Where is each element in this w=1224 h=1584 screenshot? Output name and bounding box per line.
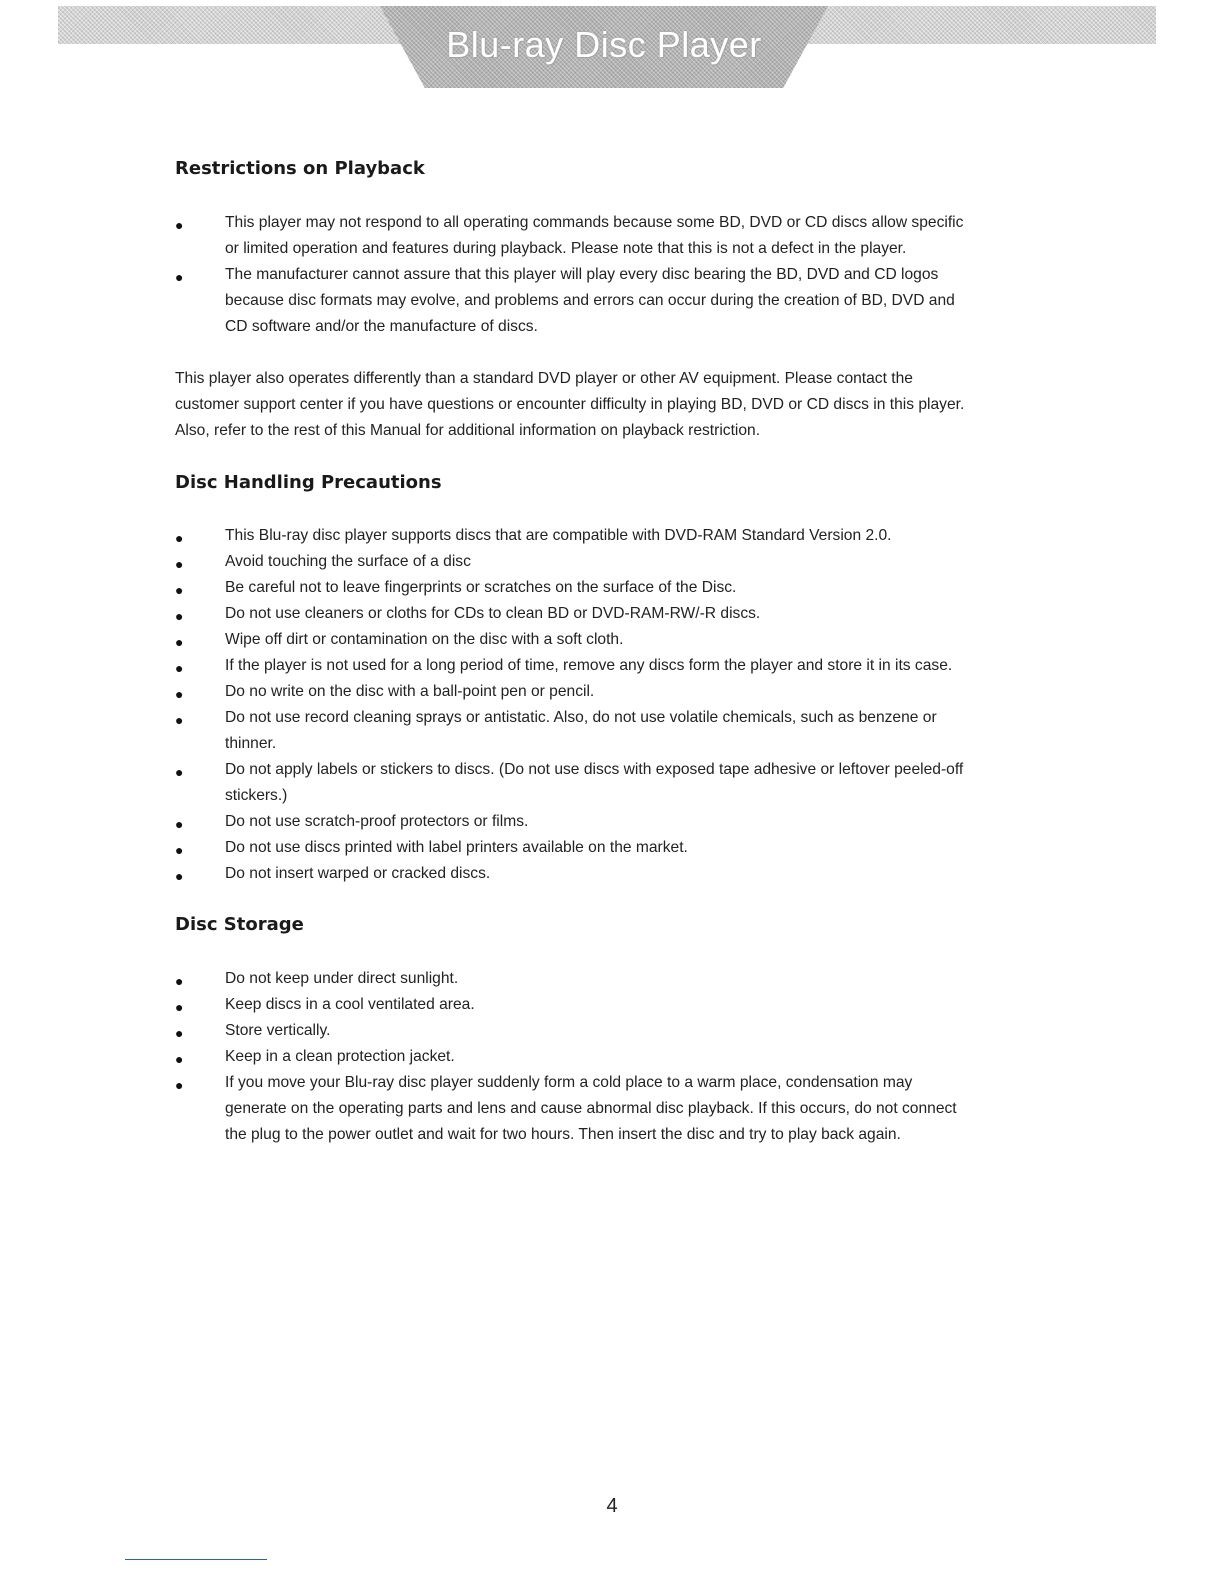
bullet-icon: ● (175, 816, 184, 832)
bullet-icon: ● (175, 634, 184, 650)
list-item-text: Do not use scratch-proof protectors or films. (225, 813, 529, 830)
bullet-icon: ● (175, 556, 184, 572)
bullet-icon: ● (175, 608, 184, 624)
bullet-icon: ● (175, 764, 184, 780)
list-item-text: Avoid touching the surface of a disc (225, 553, 471, 570)
list-item-text: Keep in a clean protection jacket. (225, 1048, 455, 1065)
list-item (175, 1070, 975, 1148)
list-item (175, 549, 975, 575)
list-item (175, 992, 975, 1018)
bullet-icon: ● (175, 660, 184, 676)
list-item (175, 966, 975, 992)
bullet-icon: ● (175, 217, 184, 233)
list-item-text: This player may not respond to all operating commands because some BD, DVD or CD discs allow specific or limited operation and features during playback. Please note that this is not a defect in the player. (225, 214, 964, 257)
bullet-icon: ● (175, 868, 184, 884)
restrictions-paragraph: This player also operates differently than a standard DVD player or other AV equipment. Please contact the customer support center if you have questions or encounter difficulty in playing BD, DVD or CD discs in this player. Also, refer to the rest of this Manual for additional information on playback restriction. (175, 370, 965, 439)
restrictions-list (175, 210, 975, 340)
list-item (175, 705, 975, 757)
list-item-text: Do not use record cleaning sprays or antistatic. Also, do not use volatile chemicals, such as benzene or thinner. (225, 709, 937, 752)
bullet-icon: ● (175, 530, 184, 546)
list-item (175, 809, 975, 835)
list-item-text: Do not apply labels or stickers to discs. (Do not use discs with exposed tape adhesive or leftover peeled-off stickers.) (225, 761, 964, 804)
list-item (175, 679, 975, 705)
footer-divider (125, 1559, 267, 1560)
bullet-icon: ● (175, 1077, 184, 1093)
list-item (175, 575, 975, 601)
list-item (175, 835, 975, 861)
section-heading-storage: Disc Storage (175, 914, 304, 935)
list-item (175, 653, 975, 679)
list-item (175, 1044, 975, 1070)
list-item (175, 861, 975, 887)
list-item-text: Keep discs in a cool ventilated area. (225, 996, 475, 1013)
page-header-title: Blu-ray Disc Player (446, 24, 762, 65)
list-item-text: Wipe off dirt or contamination on the disc with a soft cloth. (225, 631, 624, 648)
bullet-icon: ● (175, 1025, 184, 1041)
bullet-icon: ● (175, 842, 184, 858)
list-item (175, 210, 975, 262)
bullet-icon: ● (175, 973, 184, 989)
list-item (175, 601, 975, 627)
list-item (175, 627, 975, 653)
list-item (175, 262, 975, 340)
bullet-icon: ● (175, 712, 184, 728)
list-item-text: Store vertically. (225, 1022, 331, 1039)
page-number: 4 (606, 1495, 618, 1517)
list-item-text: This Blu-ray disc player supports discs that are compatible with DVD-RAM Standard Version 2.0. (225, 527, 892, 544)
bullet-icon: ● (175, 999, 184, 1015)
list-item (175, 1018, 975, 1044)
list-item (175, 523, 975, 549)
list-item-text: Be careful not to leave fingerprints or scratches on the surface of the Disc. (225, 579, 737, 596)
bullet-icon: ● (175, 1051, 184, 1067)
list-item-text: If the player is not used for a long period of time, remove any discs form the player and store it in its case. (225, 657, 953, 674)
section-heading-handling: Disc Handling Precautions (175, 472, 442, 493)
list-item-text: Do not keep under direct sunlight. (225, 970, 459, 987)
list-item-text: Do not use discs printed with label printers available on the market. (225, 839, 688, 856)
list-item-text: Do not use cleaners or cloths for CDs to clean BD or DVD-RAM-RW/-R discs. (225, 605, 761, 622)
list-item-text: Do not insert warped or cracked discs. (225, 865, 491, 882)
bullet-icon: ● (175, 582, 184, 598)
list-item-text: Do no write on the disc with a ball-point pen or pencil. (225, 683, 595, 700)
list-item (175, 757, 975, 809)
handling-list (175, 523, 975, 887)
bullet-icon: ● (175, 269, 184, 285)
document-body (175, 156, 975, 1148)
storage-list (175, 966, 975, 1148)
bullet-icon: ● (175, 686, 184, 702)
section-heading-restrictions: Restrictions on Playback (175, 158, 425, 179)
list-item-text: The manufacturer cannot assure that this player will play every disc bearing the BD, DVD and CD logos because disc formats may evolve, and problems and errors can occur during the creation of BD, DVD and CD software and/or the manufacture of discs. (225, 266, 955, 335)
list-item-text: If you move your Blu-ray disc player suddenly form a cold place to a warm place, condensation may generate on the operating parts and lens and cause abnormal disc playback. If this occurs, do not connect the plug to the power outlet and wait for two hours. Then insert the disc and try to play back again. (225, 1074, 957, 1143)
